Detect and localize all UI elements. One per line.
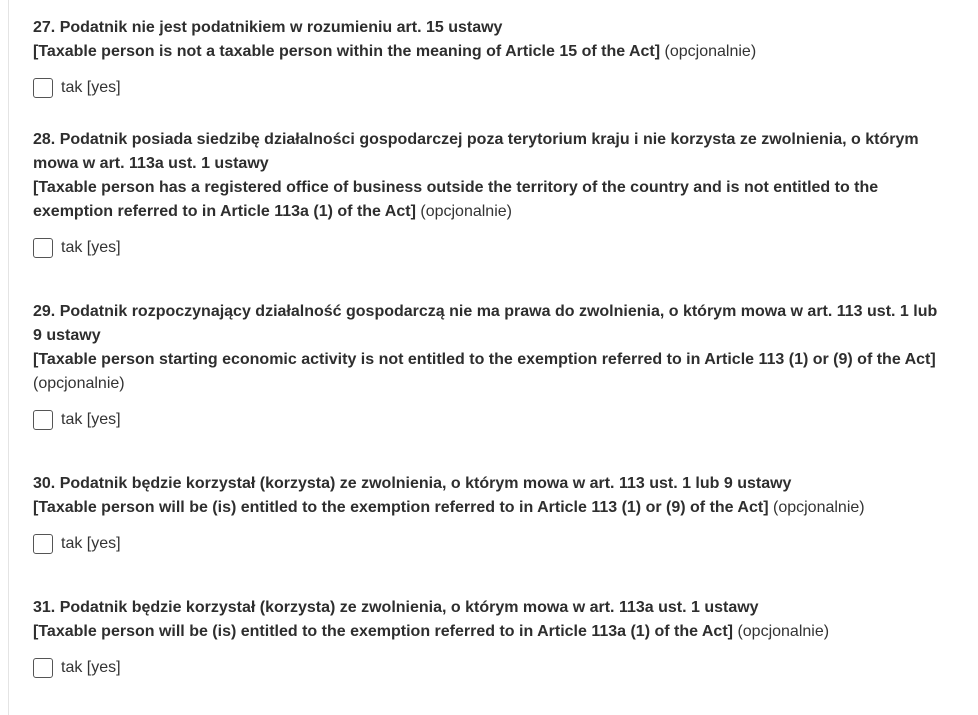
question-31-translation: [Taxable person will be (is) entitled to the exemption referred to in Article 113a (1) of the Act] — [33, 623, 733, 640]
question-27 — [33, 16, 948, 128]
question-30-option-yes[interactable] — [33, 532, 948, 556]
question-30-title: 30. Podatnik będzie korzystał (korzysta) ze zwolnienia, o którym mowa w art. 113 ust. 1 lub 9 ustawy — [33, 475, 792, 492]
question-28-option-label[interactable]: tak [yes] — [61, 239, 121, 256]
question-27-option-yes[interactable] — [33, 76, 948, 100]
question-31-optional-note: (opcjonalnie) — [737, 623, 830, 640]
question-30-optional-note: (opcjonalnie) — [772, 499, 865, 516]
question-28 — [33, 128, 948, 300]
question-29-text — [33, 300, 948, 396]
question-29-option-yes[interactable] — [33, 408, 948, 432]
vat-form-questions — [33, 16, 948, 696]
question-30-translation: [Taxable person will be (is) entitled to the exemption referred to in Article 113 (1) or (9) of the Act] — [33, 499, 769, 516]
question-29 — [33, 300, 948, 472]
question-30-checkbox[interactable] — [33, 534, 53, 554]
question-28-translation: [Taxable person has a registered office of business outside the territory of the country and is not entitled to the exemption referred to in Article 113a (1) of the Act] — [33, 179, 879, 220]
question-29-optional-note: (opcjonalnie) — [33, 375, 125, 392]
question-31-option-label[interactable]: tak [yes] — [61, 659, 121, 676]
question-30 — [33, 472, 948, 596]
question-29-translation: [Taxable person starting economic activity is not entitled to the exemption referred to in Article 113 (1) or (9) of the Act] — [33, 351, 936, 368]
question-31-option-yes[interactable] — [33, 656, 948, 680]
question-29-checkbox[interactable] — [33, 410, 53, 430]
question-31-checkbox[interactable] — [33, 658, 53, 678]
question-28-text — [33, 128, 948, 224]
question-30-option-label[interactable]: tak [yes] — [61, 535, 121, 552]
question-28-title: 28. Podatnik posiada siedzibę działalności gospodarczej poza terytorium kraju i nie korzysta ze zwolnienia, o którym mowa w art. 113a ust. 1 ustawy — [33, 131, 919, 172]
question-27-text — [33, 16, 948, 64]
question-27-title: 27. Podatnik nie jest podatnikiem w rozumieniu art. 15 ustawy — [33, 19, 503, 36]
question-31-title: 31. Podatnik będzie korzystał (korzysta) ze zwolnienia, o którym mowa w art. 113a ust. 1 ustawy — [33, 599, 759, 616]
question-29-option-label[interactable]: tak [yes] — [61, 411, 121, 428]
question-31-text — [33, 596, 948, 644]
question-28-optional-note: (opcjonalnie) — [420, 203, 512, 220]
question-27-optional-note: (opcjonalnie) — [664, 43, 757, 60]
question-28-option-yes[interactable] — [33, 236, 948, 260]
question-27-translation: [Taxable person is not a taxable person within the meaning of Article 15 of the Act] — [33, 43, 661, 60]
question-30-text — [33, 472, 948, 520]
question-27-checkbox[interactable] — [33, 78, 53, 98]
question-27-option-label[interactable]: tak [yes] — [61, 79, 121, 96]
left-divider — [8, 0, 9, 715]
question-31 — [33, 596, 948, 696]
question-29-title: 29. Podatnik rozpoczynający działalność gospodarczą nie ma prawa do zwolnienia, o którym mowa w art. 113 ust. 1 lub 9 ustawy — [33, 303, 938, 344]
question-28-checkbox[interactable] — [33, 238, 53, 258]
